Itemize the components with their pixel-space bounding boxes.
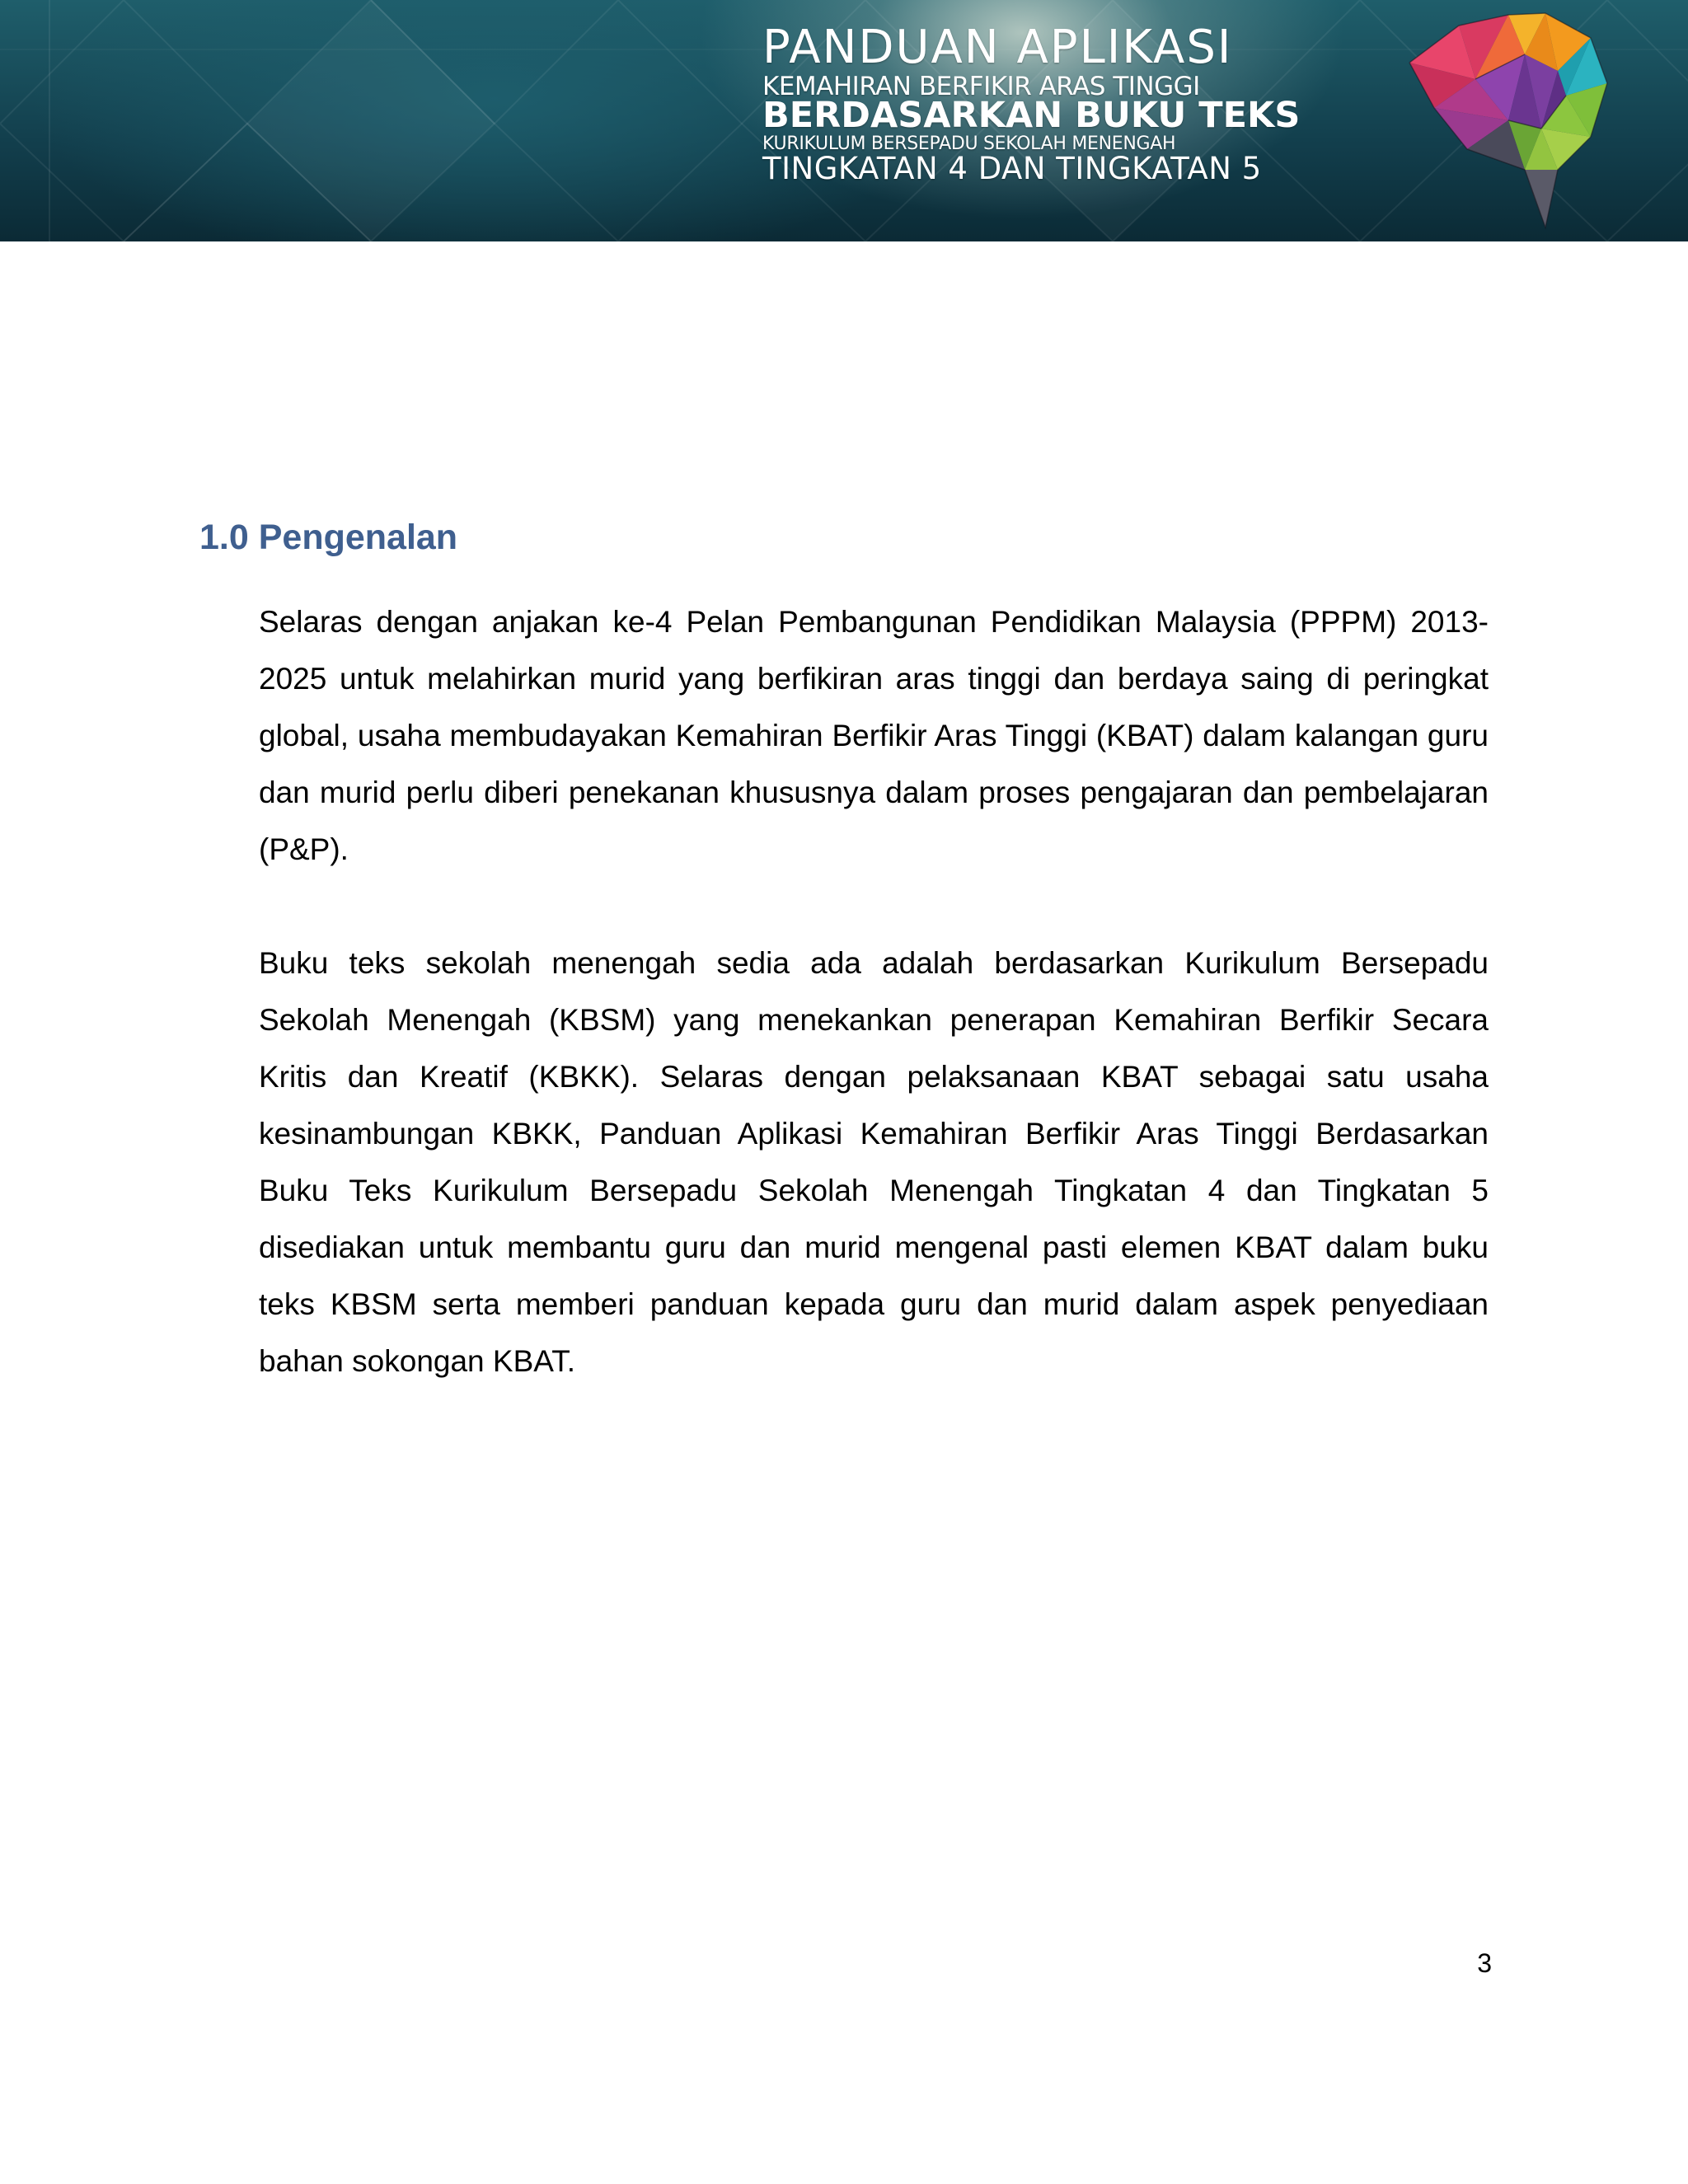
page-number: 3 [1477,1948,1492,1978]
banner-title [762,21,1331,186]
banner-title-line4: KURIKULUM BERSEPADU SEKOLAH MENENGAH [762,134,1176,154]
paragraph-2: Buku teks sekolah menengah sedia ada adalah berdasarkan Kurikulum Bersepadu Sekolah Menengah (KBSM) yang menekankan penerapan Kemahiran Berfikir Secara Kritis dan Kreatif (KBKK). Selaras dengan pelaksanaan KBAT sebagai satu usaha kesinambungan KBKK, Panduan Aplikasi Kemahiran Berfikir Aras Tinggi Berdasarkan Buku Teks Kurikulum Bersepadu Sekolah Menengah Tingkatan 4 dan Tingkatan 5 disediakan untuk membantu guru dan murid mengenal pasti elemen KBAT dalam buku teks KBSM serta memberi panduan kepada guru dan murid dalam aspek penyediaan bahan sokongan KBAT. [259,946,1489,1378]
banner-title-line2: KEMAHIRAN BERFIKIR ARAS TINGGI [762,72,1200,101]
section-heading: 1.0 Pengenalan [199,518,458,557]
polygon-brain-icon [1401,5,1615,236]
paragraph-1: Selaras dengan anjakan ke-4 Pelan Pembangunan Pendidikan Malaysia (PPPM) 2013-2025 untuk melahirkan murid yang berfikiran aras tinggi dan berdaya saing di peringkat global, usaha membudayakan Kemahiran Berfikir Aras Tinggi (KBAT) dalam kalangan guru dan murid perlu diberi penekanan khususnya dalam proses pengajaran dan pembelajaran (P&P). [259,605,1489,866]
section-body [259,593,1489,1390]
banner-title-line1: PANDUAN APLIKASI [762,21,1233,74]
banner-title-line3: BERDASARKAN BUKU TEKS [762,95,1301,136]
header-banner [0,0,1688,241]
banner-title-line5: TINGKATAN 4 DAN TINGKATAN 5 [762,151,1262,186]
